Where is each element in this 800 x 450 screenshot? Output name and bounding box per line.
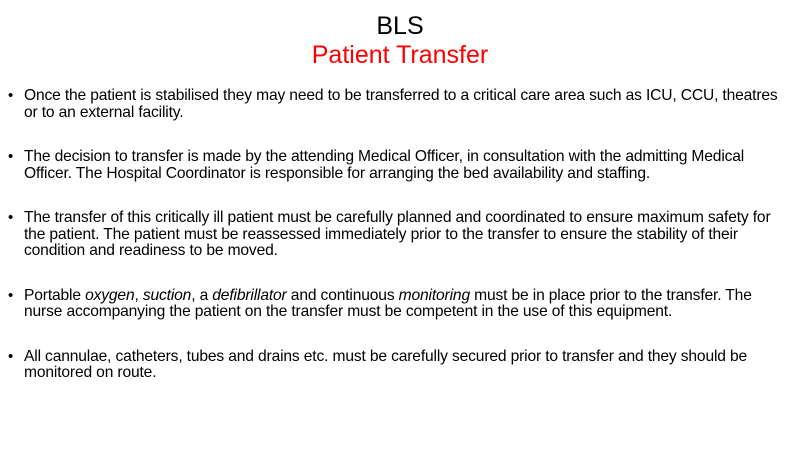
- bullet-dot-icon: •: [8, 87, 14, 104]
- bullet-text: The transfer of this critically ill patient must be carefully planned and coordinated to ensure maximum safety for the patient. The patient must be reassessed immediately prior to the transfer to ensure the stability of their condition and readiness to be moved.: [24, 209, 771, 259]
- bullet-dot-icon: •: [8, 209, 14, 226]
- bullet-text-part: , a: [191, 286, 213, 304]
- equipment-defibrillator: defibrillator: [212, 286, 287, 304]
- bullet-text-part: and continuous: [286, 286, 399, 304]
- bullet-text: All cannulae, catheters, tubes and drains etc. must be carefully secured prior to transfer and they should be monitored on route.: [24, 347, 748, 381]
- slide-title: BLS: [376, 12, 424, 40]
- bullet-item: [8, 88, 794, 121]
- bullet-text-part: ,: [134, 286, 143, 304]
- bullet-text: [24, 287, 752, 321]
- title-block: [0, 12, 800, 70]
- bullet-dot-icon: •: [8, 286, 14, 304]
- bullet-item: [8, 210, 794, 260]
- bullet-dot-icon: •: [8, 347, 14, 365]
- bullet-text: The decision to transfer is made by the attending Medical Officer, in consultation with the admitting Medical Officer. The Hospital Coordinator is responsible for arranging the bed availability and staffing.: [24, 148, 745, 182]
- bullet-item: [8, 349, 794, 382]
- bullet-text-part: Portable: [24, 286, 86, 304]
- bullet-item: [8, 149, 794, 182]
- equipment-oxygen: oxygen: [85, 286, 135, 304]
- bullet-text-part: must be in place prior to the transfer. The nurse accompanying the patient on the transfer must be competent in the use of this equipment.: [24, 286, 752, 320]
- bullet-text: Once the patient is stabilised they may need to be transferred to a critical care area such as ICU, CCU, theatres or to an external facility.: [24, 87, 778, 121]
- bullet-item: [8, 288, 794, 321]
- bullet-list: [8, 88, 794, 382]
- bullet-dot-icon: •: [8, 148, 14, 165]
- equipment-suction: suction: [142, 286, 192, 304]
- equipment-monitoring: monitoring: [398, 286, 470, 304]
- slide-subtitle: Patient Transfer: [311, 41, 489, 69]
